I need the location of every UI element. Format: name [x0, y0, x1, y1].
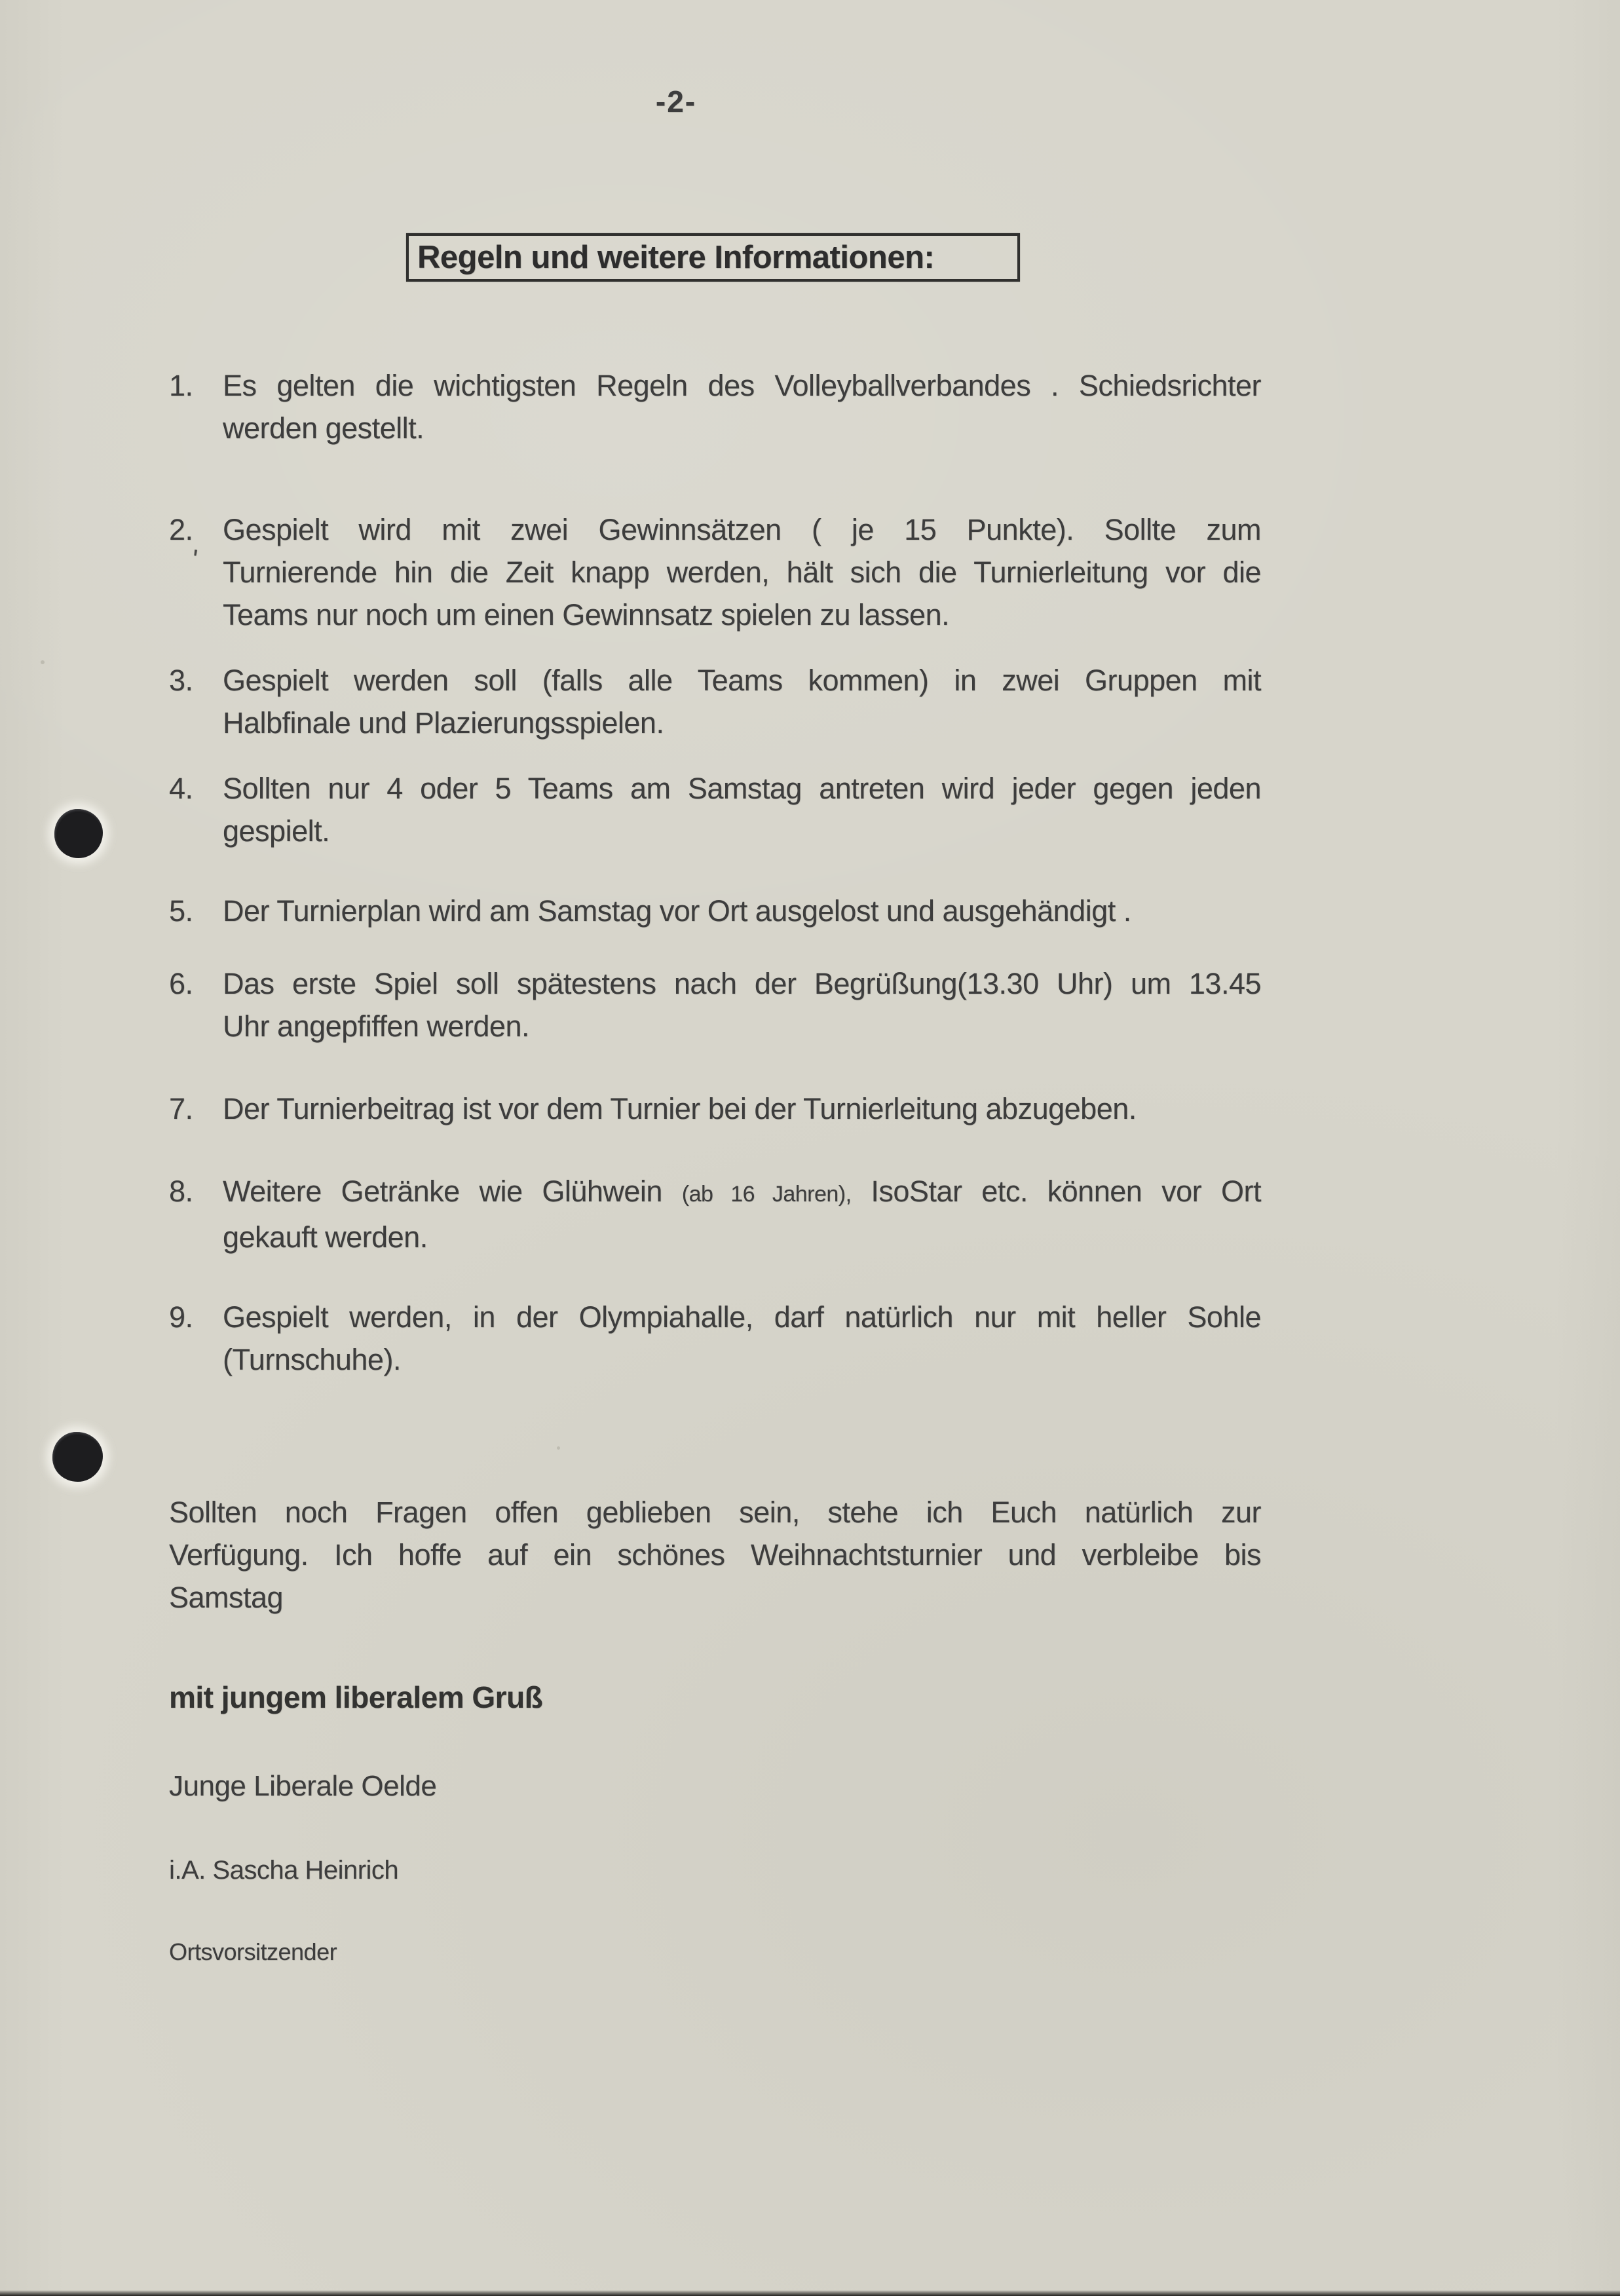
- item-line: Der Turnierplan wird am Samstag vor Ort ausgelost und ausgehändigt .: [223, 894, 1131, 928]
- page-number: -2-: [655, 85, 697, 119]
- item-body: [223, 508, 1261, 636]
- item-line: Das erste Spiel soll spätestens nach der Begrüßung(13.30 Uhr) um 13.45: [223, 967, 1261, 1000]
- page-title: Regeln und weitere Informationen:: [417, 240, 935, 275]
- item-number: 2.: [169, 513, 193, 546]
- item-line: (Turnschuhe).: [223, 1343, 401, 1376]
- list-item: [169, 659, 1261, 744]
- item-number: 6.: [169, 967, 193, 1000]
- item-number: 7.: [169, 1092, 193, 1125]
- item-body: [223, 890, 1261, 932]
- item-line-part: Weitere Getränke wie Glühwein: [223, 1175, 662, 1208]
- title-box: [406, 233, 1020, 282]
- punch-hole: [54, 809, 103, 858]
- signature-greeting: mit jungem liberalem Gruß: [169, 1680, 543, 1714]
- signature-role: Ortsvorsitzender: [169, 1938, 337, 1965]
- item-line: werden gestellt.: [223, 411, 424, 445]
- closing-line: Sollten noch Fragen offen geblieben sein, stehe ich Euch natürlich zur: [169, 1496, 1261, 1529]
- item-body: [223, 1296, 1261, 1381]
- item-line: Der Turnierbeitrag ist vor dem Turnier bei der Turnierleitung abzugeben.: [223, 1092, 1137, 1125]
- list-item: [169, 1296, 1261, 1381]
- signature-signer: i.A. Sascha Heinrich: [169, 1856, 399, 1885]
- closing-line: Verfügung. Ich hoffe auf ein schönes Weihnachtsturnier und verbleibe bis: [169, 1538, 1261, 1571]
- item-line-part: IsoStar etc. können vor Ort: [871, 1175, 1261, 1208]
- item-number: 1.: [169, 369, 193, 402]
- item-number: 5.: [169, 894, 193, 928]
- list-item: [169, 890, 1261, 932]
- item-line: Gespielt werden, in der Olympiahalle, darf natürlich nur mit heller Sohle: [223, 1300, 1261, 1334]
- item-number: 4.: [169, 772, 193, 805]
- item-number: 8.: [169, 1175, 193, 1208]
- item-line: Teams nur noch um einen Gewinnsatz spielen zu lassen.: [223, 598, 950, 631]
- list-item: [169, 364, 1261, 449]
- item-number: 3.: [169, 664, 193, 697]
- closing-line: Samstag: [169, 1581, 284, 1614]
- item-line: Gespielt wird mit zwei Gewinnsätzen ( je 15 Punkte). Sollte zum: [223, 513, 1261, 546]
- item-line: [223, 1170, 1261, 1216]
- punch-hole: [52, 1432, 103, 1482]
- paper-speck: [41, 660, 45, 664]
- item-body: [223, 364, 1261, 449]
- stray-pen-mark: ': [189, 543, 200, 575]
- item-line: Sollten nur 4 oder 5 Teams am Samstag antreten wird jeder gegen jeden: [223, 772, 1261, 805]
- item-body: [223, 962, 1261, 1047]
- item-body: [223, 659, 1261, 744]
- item-line: gekauft werden.: [223, 1220, 428, 1254]
- item-body: [223, 1170, 1261, 1258]
- paper-speck: [557, 1446, 560, 1450]
- item-line: Halbfinale und Plazierungsspielen.: [223, 706, 664, 740]
- list-item: [169, 962, 1261, 1047]
- item-line: Turnierende hin die Zeit knapp werden, hält sich die Turnierleitung vor die: [223, 555, 1261, 589]
- item-line: Es gelten die wichtigsten Regeln des Volleyballverbandes . Schiedsrichter: [223, 369, 1261, 402]
- list-item: [169, 508, 1261, 636]
- list-item: [169, 767, 1261, 852]
- signature-organization: Junge Liberale Oelde: [169, 1770, 437, 1802]
- item-line: Uhr angepfiffen werden.: [223, 1009, 529, 1043]
- list-item: [169, 1087, 1261, 1130]
- item-line: gespielt.: [223, 814, 330, 848]
- item-number: 9.: [169, 1300, 193, 1334]
- item-line: Gespielt werden soll (falls alle Teams kommen) in zwei Gruppen mit: [223, 664, 1261, 697]
- closing-paragraph: [169, 1491, 1261, 1619]
- item-line-part-small: (ab 16 Jahren),: [681, 1182, 852, 1207]
- item-body: [223, 767, 1261, 852]
- item-body: [223, 1087, 1261, 1130]
- scan-bottom-edge: [0, 2290, 1620, 2296]
- list-item: [169, 1170, 1261, 1258]
